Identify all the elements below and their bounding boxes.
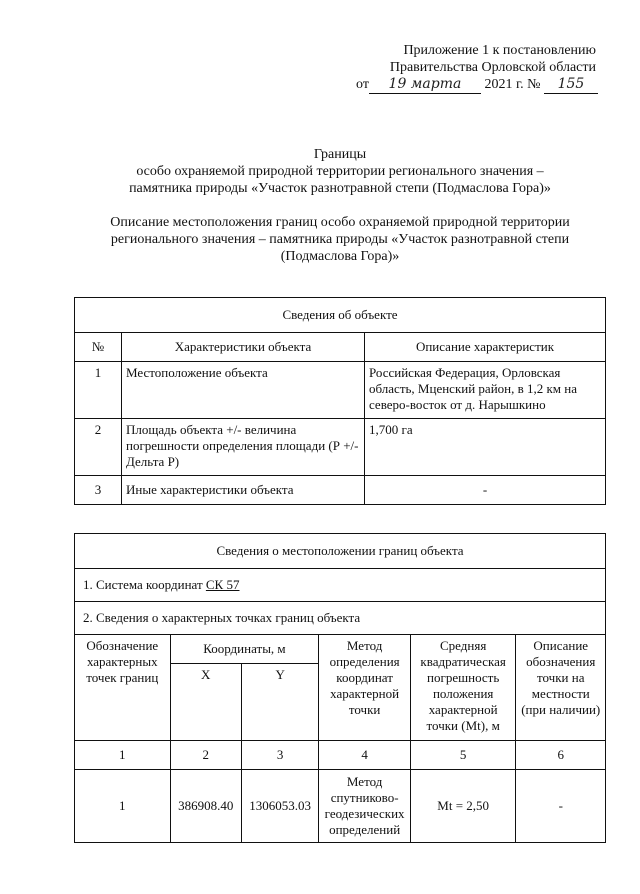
point-label: 1 xyxy=(75,770,171,843)
point-description: - xyxy=(516,770,606,843)
table-row xyxy=(75,476,606,505)
column-header-method: Метод определения координат характерной точки xyxy=(319,635,411,741)
description-line-1: Описание местоположения границ особо охраняемой природной территории xyxy=(110,215,570,230)
column-number-row xyxy=(75,741,606,770)
row-value: - xyxy=(365,476,606,505)
object-info-table xyxy=(74,297,606,505)
coordinate-system-label: 1. Система координат xyxy=(83,577,206,592)
appendix-year-label: 2021 г. № xyxy=(484,77,541,92)
description-line-2: регионального значения – памятника природы «Участок разнотравной степи xyxy=(110,232,570,247)
table-row xyxy=(75,770,606,843)
column-number: 6 xyxy=(516,741,606,770)
table-row xyxy=(75,419,606,476)
column-header-characteristics: Характеристики объекта xyxy=(122,333,365,362)
column-header-x: X xyxy=(170,664,241,741)
description-line-3: (Подмаслова Гора)» xyxy=(280,249,400,264)
column-number: 4 xyxy=(319,741,411,770)
column-number: 5 xyxy=(410,741,516,770)
column-header-coordinates: Координаты, м xyxy=(170,635,319,664)
column-number: 2 xyxy=(170,741,241,770)
appendix-from-label: от xyxy=(356,77,369,92)
row-characteristic: Иные характеристики объекта xyxy=(122,476,365,505)
row-number: 1 xyxy=(75,362,122,419)
row-value: 1,700 га xyxy=(365,419,606,476)
point-error: Mt = 2,50 xyxy=(410,770,516,843)
appendix-header xyxy=(356,42,596,94)
handwritten-date: 19 марта xyxy=(369,76,481,94)
point-y: 1306053.03 xyxy=(241,770,318,843)
column-header-error: Средняя квадратическая погрешность положения характерной точки (Mt), м xyxy=(410,635,516,741)
point-x: 386908.40 xyxy=(170,770,241,843)
column-header-number: № xyxy=(75,333,122,362)
table-row xyxy=(75,362,606,419)
row-characteristic: Площадь объекта +/- величина погрешности определения площади (Р +/- Дельта Р) xyxy=(122,419,365,476)
title-line-2: особо охраняемой природной территории регионального значения – xyxy=(136,164,544,179)
handwritten-number: 155 xyxy=(544,76,598,94)
column-header-point-description: Описание обозначения точки на местности (при наличии) xyxy=(516,635,606,741)
appendix-line-3 xyxy=(356,76,596,94)
title-line-1: Границы xyxy=(313,147,367,162)
column-header-point: Обозначение характерных точек границ xyxy=(75,635,171,741)
points-section-header: 2. Сведения о характерных точках границ объекта xyxy=(75,602,606,635)
point-method: Метод спутниково-геодезических определений xyxy=(319,770,411,843)
appendix-line-2: Правительства Орловской области xyxy=(389,60,596,75)
appendix-line-1: Приложение 1 к постановлению xyxy=(403,43,596,58)
row-number: 3 xyxy=(75,476,122,505)
column-number: 3 xyxy=(241,741,318,770)
coordinate-system-value: СК 57 xyxy=(205,577,240,592)
column-header-description: Описание характеристик xyxy=(365,333,606,362)
boundary-location-table xyxy=(74,533,606,843)
document-description xyxy=(70,214,610,265)
document-title xyxy=(70,146,610,197)
row-characteristic: Местоположение объекта xyxy=(122,362,365,419)
location-table-header: Сведения о местоположении границ объекта xyxy=(75,534,606,569)
coordinate-system-row xyxy=(75,569,606,602)
column-number: 1 xyxy=(75,741,171,770)
row-value: Российская Федерация, Орловская область, Мценский район, в 1,2 км на северо-восток от д. Нарышкино xyxy=(365,362,606,419)
column-header-y: Y xyxy=(241,664,318,741)
object-table-header: Сведения об объекте xyxy=(75,298,606,333)
title-line-3: памятника природы «Участок разнотравной степи (Подмаслова Гора)» xyxy=(129,181,551,196)
row-number: 2 xyxy=(75,419,122,476)
